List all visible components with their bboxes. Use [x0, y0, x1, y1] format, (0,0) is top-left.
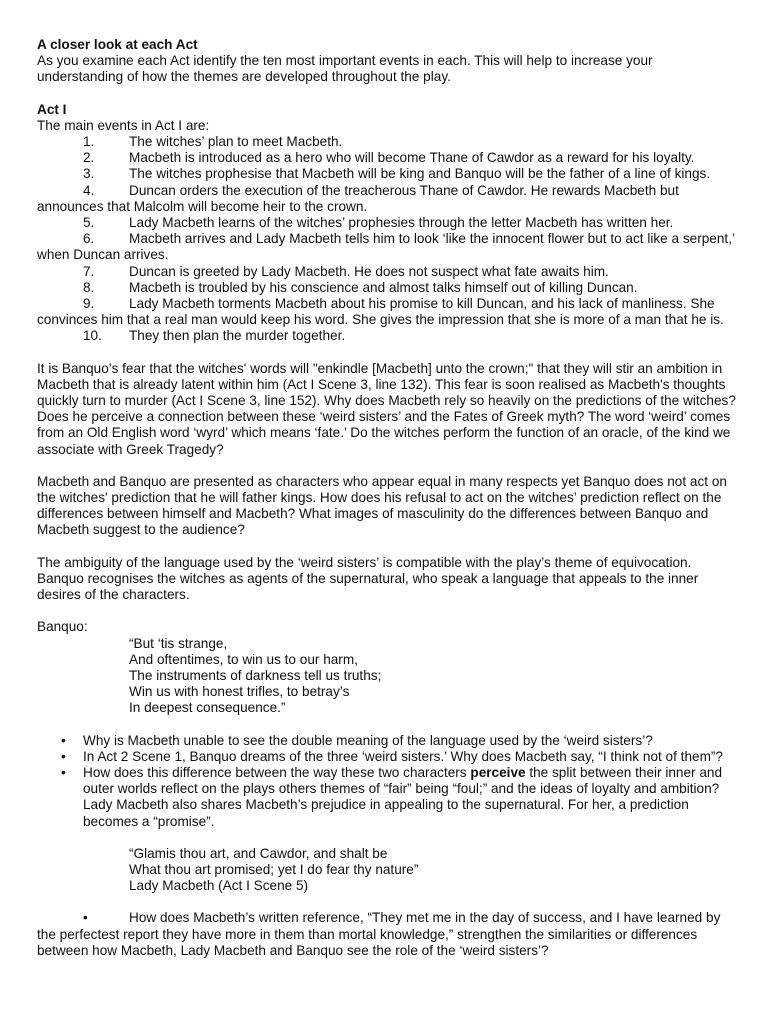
banquo-label: Banquo: [37, 619, 88, 635]
list-item: 2. Macbeth is introduced as a hero who will become Thane of Cawdor as a reward for his loyalty. [83, 150, 695, 166]
list-item: 4. Duncan orders the execution of the treacherous Thane of Cawdor. He rewards Macbeth but announces that Malcolm will become heir to the crown. [37, 182, 679, 214]
body-paragraph: Macbeth and Banquo are presented as characters who appear equal in many respects yet Banquo does not act on the witches' prediction that he will father kings. How does his refusal to act on the witches’ prediction reflect on the differences between himself and Macbeth? What images of masculinity do the differences between Banquo and Macbeth suggest to the audience? [37, 473, 727, 538]
list-item: 7. Duncan is greeted by Lady Macbeth. He does not suspect what fate awaits him. [83, 263, 609, 279]
list-item: 9. Lady Macbeth torments Macbeth about his promise to kill Duncan, and his lack of manliness. She convinces him that a real man would keep his word. She gives the impression that she is more of a man that he is. [37, 296, 724, 328]
document-page [37, 37, 737, 959]
list-item: • Why is Macbeth unable to see the double meaning of the language used by the ‘weird sisters’? [61, 732, 653, 748]
list-item: • In Act 2 Scene 1, Banquo dreams of the three ‘weird sisters.’ Why does Macbeth say, “I think not of them”? [61, 748, 723, 764]
bullet-icon: • [61, 732, 66, 748]
list-item: 1. The witches’ plan to meet Macbeth. [83, 134, 343, 150]
page-heading: A closer look at each Act [37, 37, 198, 52]
final-question: • How does Macbeth’s written reference, “They met me in the day of success, and I have learned by the perfectest report they have more in them than mortal knowledge,” strengthen the similarities or differences between how Macbeth, Lady Macbeth and Banquo see the role of the ‘weird sisters’? [37, 910, 721, 958]
body-paragraph: The ambiguity of the language used by the ‘weird sisters’ is compatible with the play’s theme of equivocation. Banquo recognises the witches as agents of the supernatural, who speak a language that appeals to the inner desires of the characters. [37, 554, 699, 603]
list-item: 3. The witches prophesise that Macbeth will be king and Banquo will be the father of a line of kings. [83, 166, 711, 182]
body-paragraph: It is Banquo’s fear that the witches' words will "enkindle [Macbeth] unto the crown;" that they will stir an ambition in Macbeth that is already latent within him (Act I Scene 3, line 132). This fear is soon realised as Macbeth's thoughts quickly turn to murder (Act I Scene 3, line 152). Why does Macbeth rely so heavily on the predictions of the witches? Does he perceive a connection between these ‘weird sisters’ and the Fates of Greek myth? The word ‘weird’ comes from an Old English word ‘wyrd’ which means ‘fate.’ Do the witches perform the function of an oracle, of the kind we associate with Greek Tragedy? [37, 360, 736, 457]
events-list [37, 134, 737, 345]
list-item: 8. Macbeth is troubled by his conscience and almost talks himself out of killing Duncan. [83, 279, 638, 295]
bullet-icon: • [61, 764, 66, 780]
list-item: 6. Macbeth arrives and Lady Macbeth tells him to look ‘like the innocent flower but to act like a serpent,’ when Duncan arrives. [37, 231, 735, 263]
quote-line: Lady Macbeth (Act I Scene 5) [129, 878, 309, 894]
quote-line: In deepest consequence.” [129, 700, 286, 716]
quote-line: And oftentimes, to win us to our harm, [129, 651, 358, 667]
quote-line: What thou art promised; yet I do fear thy nature” [129, 861, 419, 877]
lady-macbeth-quote [129, 846, 737, 895]
list-item: • How does this difference between the way these two characters perceive the split between their inner and outer worlds reflect on the plays others themes of “fair” being “foul;” and the ideas of loyalty and ambition? Lady Macbeth also shares Macbeth’s prejudice in appealing to the supernatural. For her, a prediction becomes a “promise”. [61, 764, 723, 829]
banquo-quote [129, 636, 737, 717]
quote-line: “But ‘tis strange, [129, 635, 228, 651]
act-title: Act I [37, 101, 67, 117]
list-item: 10. They then plan the murder together. [83, 328, 346, 344]
quote-line: Win us with honest trifles, to betray’s [129, 684, 350, 700]
question-list [37, 733, 737, 830]
quote-line: “Glamis thou art, and Cawdor, and shalt be [129, 845, 388, 861]
list-item: 5. Lady Macbeth learns of the witches’ prophesies through the letter Macbeth has written her. [83, 215, 674, 231]
bullet-icon: • [83, 910, 88, 926]
bullet-icon: • [61, 748, 66, 764]
events-lead: The main events in Act I are: [37, 117, 210, 133]
quote-line: The instruments of darkness tell us truths; [129, 667, 382, 683]
intro-paragraph: As you examine each Act identify the ten most important events in each. This will help to increase your understanding of how the themes are developed throughout the play. [37, 53, 653, 85]
